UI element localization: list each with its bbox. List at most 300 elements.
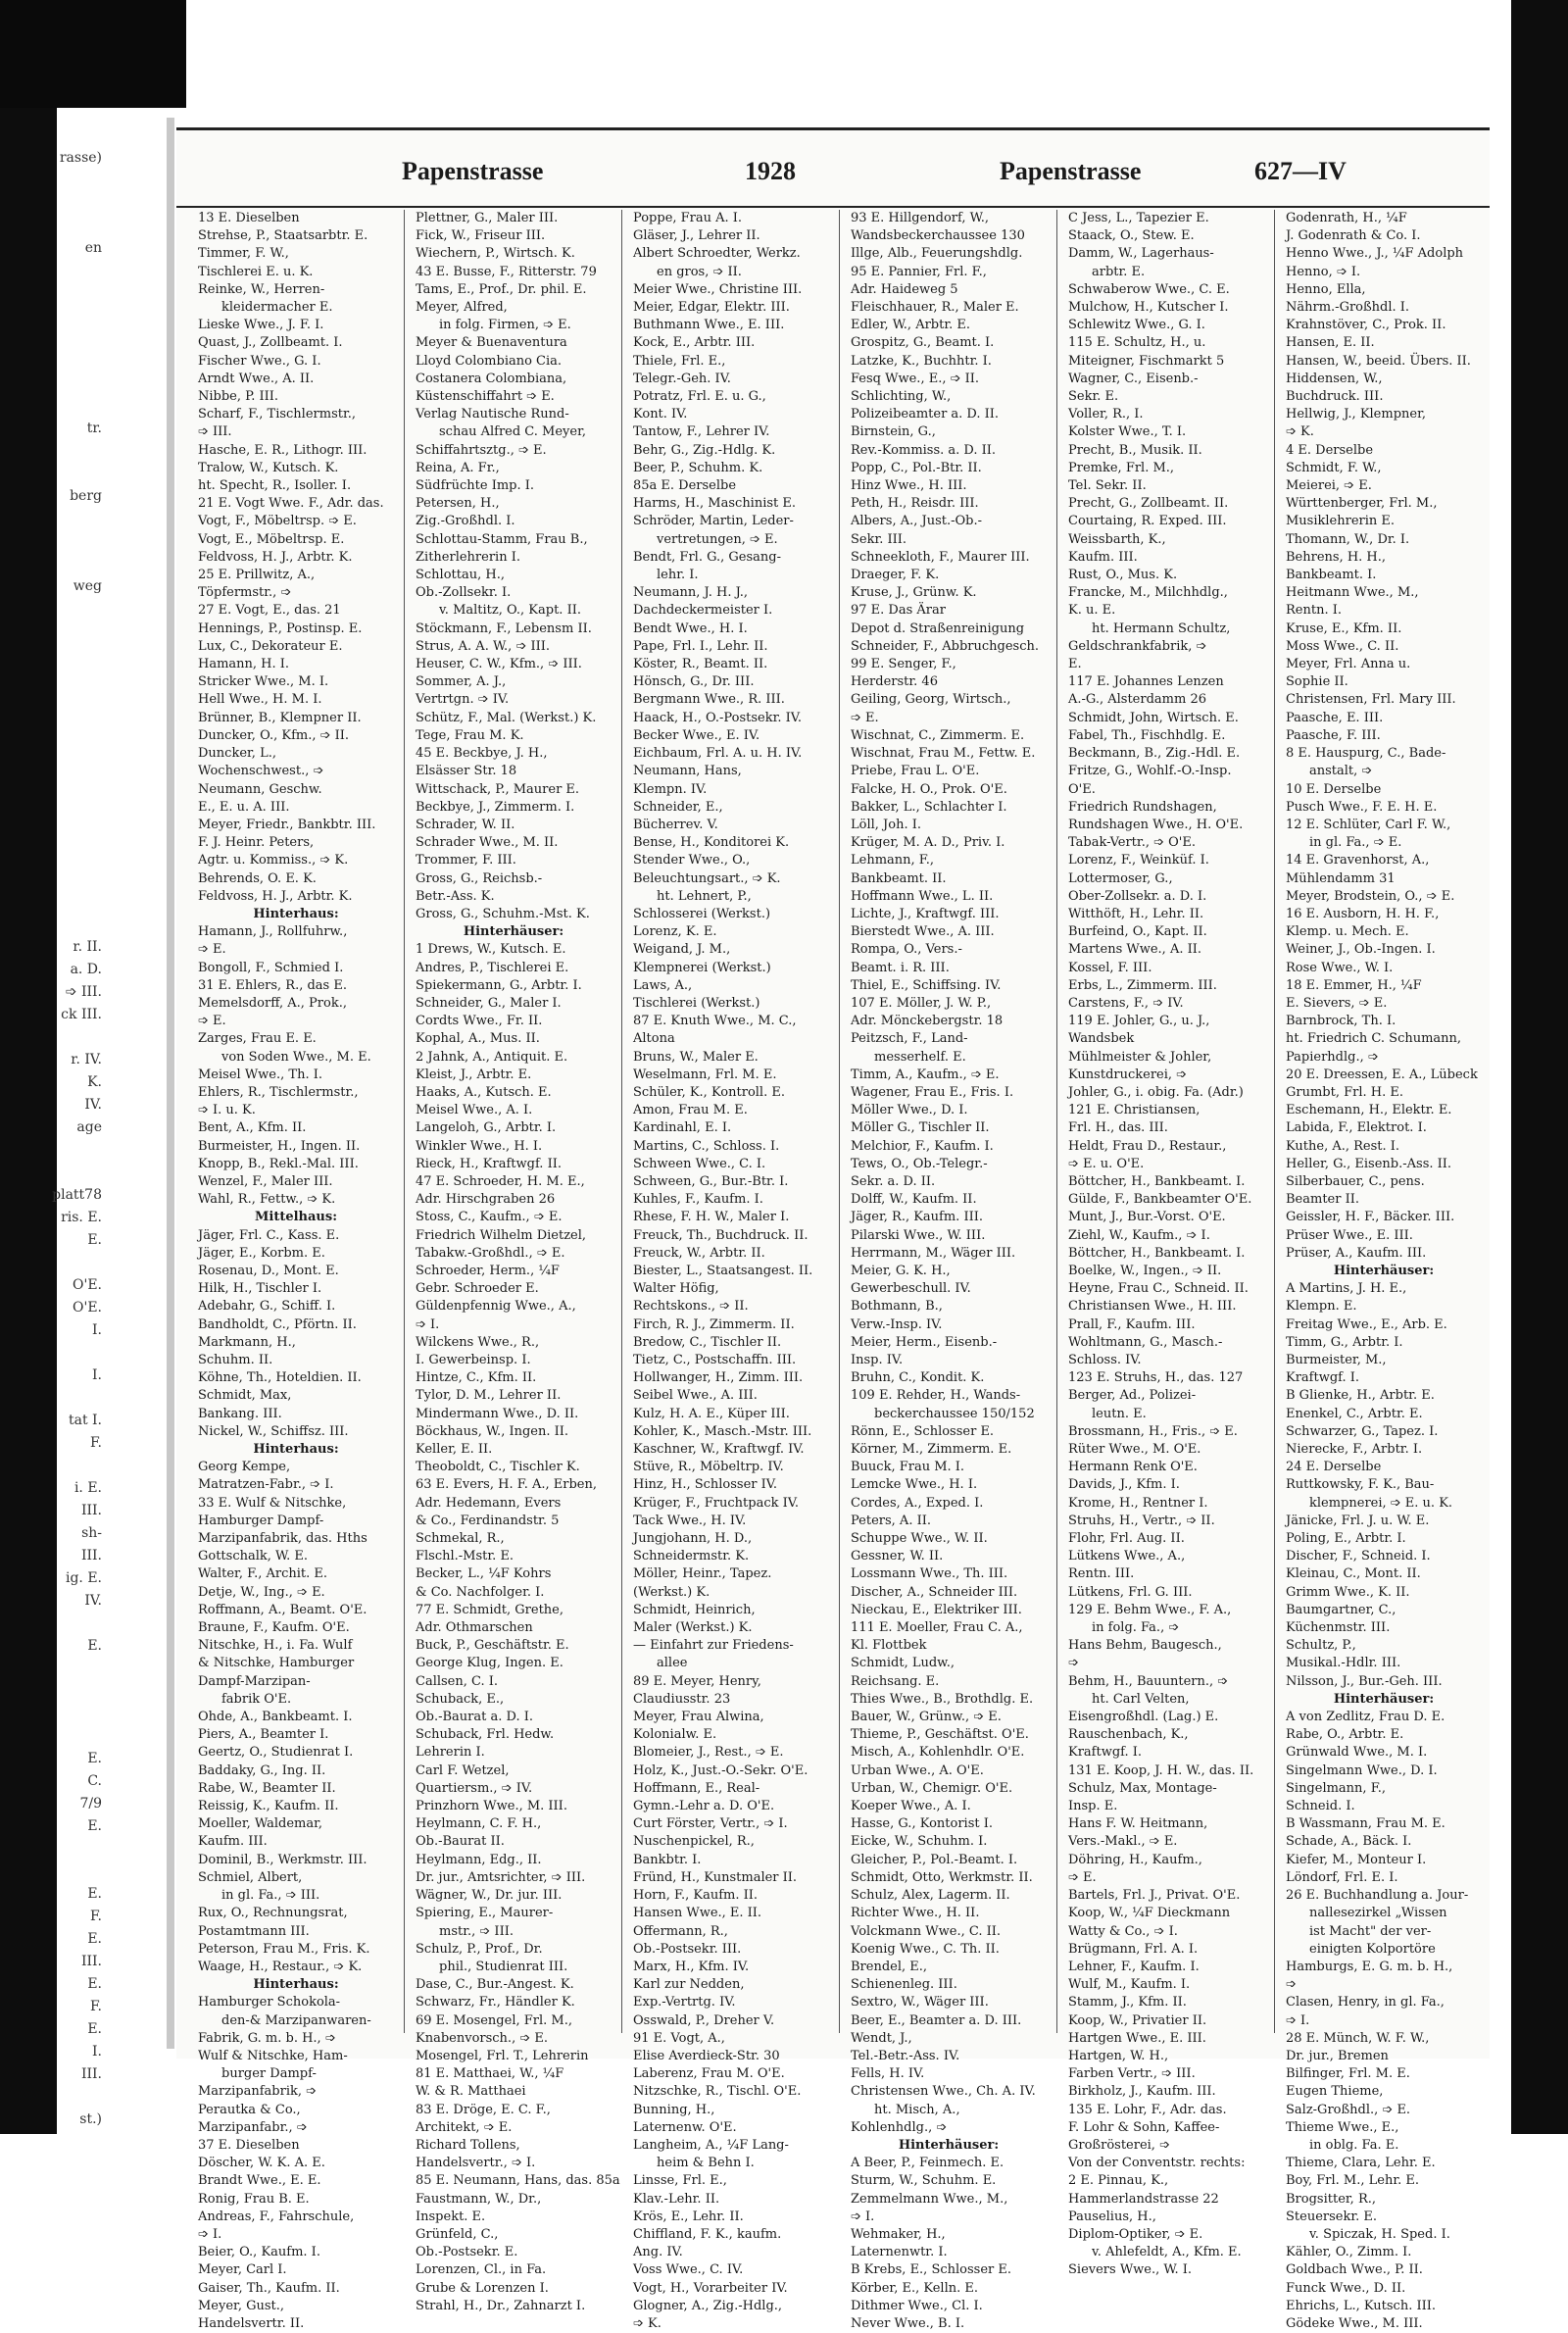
directory-entry: Adr. Hedemann, Evers (416, 1495, 562, 1511)
directory-entry: Lehmann, F., (851, 853, 935, 869)
directory-entry: Krahnstöver, C., Prok. II. (1286, 318, 1446, 333)
directory-entry: Meyer, Friedr., Bankbtr. III. (198, 817, 376, 832)
directory-entry: Grospitz, G., Beamt. I. (851, 335, 995, 351)
directory-entry: Bartels, Frl. J., Privat. O'E. (1068, 1888, 1241, 1904)
directory-entry: Holz, K., Just.-O.-Sekr. O'E. (633, 1762, 808, 1778)
directory-entry: Braune, F., Kaufm. O'E. (198, 1620, 350, 1636)
directory-entry: Freuck, W., Arbtr. II. (633, 1245, 765, 1261)
directory-entry: Küstenschiffahrt ➩ E. (416, 389, 555, 405)
directory-entry: Karl zur Nedden, (633, 1977, 745, 1993)
directory-entry: Bücherrev. V. (633, 817, 718, 832)
directory-entry: Rundshagen Wwe., H. O'E. (1068, 817, 1244, 832)
directory-entry: Amon, Frau M. E. (633, 1103, 748, 1118)
directory-entry: Walter Höfig, (633, 1281, 719, 1297)
directory-entry: Feldvoss, H. J., Arbtr. K. (198, 549, 353, 565)
directory-entry: Geissler, H. F., Bäcker. III. (1286, 1210, 1455, 1225)
directory-entry: Löll, Joh. I. (851, 817, 921, 832)
directory-entry: Telegr.-Geh. IV. (633, 371, 731, 386)
directory-entry: Ob.-Baurat a. D. I. (416, 1710, 534, 1725)
directory-entry: 16 E. Ausborn, H. H. F., (1286, 906, 1440, 921)
prev-page-line: tat I. (68, 1413, 102, 1428)
directory-entry: Urban, W., Chemigr. O'E. (851, 1780, 1013, 1796)
directory-entry: ➩ E. (198, 942, 226, 958)
directory-entry: Klav.-Lehr. II. (633, 2191, 720, 2207)
prev-page-line (0, 440, 108, 463)
directory-entry: Martens Wwe., A. II. (1068, 942, 1202, 958)
directory-entry: ➩ I. u. K. (198, 1103, 256, 1118)
directory-entry: Jäger, Frl. C., Kass. E. (198, 1227, 340, 1243)
directory-entry: Winkler Wwe., H. I. (416, 1138, 543, 1154)
directory-entry: Detje, W., Ing., ➩ E. (198, 1584, 325, 1600)
directory-entry: Schultz, P., (1286, 1638, 1356, 1654)
directory-entry: Enenkel, C., Arbtr. E. (1286, 1406, 1423, 1421)
top-rule (176, 127, 1490, 130)
directory-entry: Musiklehrerin E. (1286, 514, 1396, 529)
prev-page-line: ig. E. (65, 1570, 102, 1586)
directory-entry: Kohler, K., Masch.-Mstr. III. (633, 1423, 812, 1439)
directory-entry: Jänicke, Frl. J. u. W. E. (1286, 1513, 1430, 1528)
directory-entry: Gödeke Wwe., M. III. (1286, 2315, 1423, 2331)
directory-entry: 123 E. Struhs, H., das. 127 (1068, 1370, 1244, 1386)
directory-entry: Schmekal, R., (416, 1531, 505, 1547)
directory-entry: Kleist, J., Arbtr. E. (416, 1067, 532, 1082)
directory-entry: Haack, H., O.-Postsekr. IV. (633, 710, 803, 725)
directory-entry: Reissig, K., Kaufm. II. (198, 1799, 339, 1814)
prev-page-line: I. (92, 1367, 102, 1383)
directory-entry: 45 E. Beckbye, J. H., (416, 746, 548, 762)
header-rule (176, 206, 1490, 208)
directory-entry: A Martins, J. H. E., (1286, 1281, 1407, 1297)
directory-entry: Nährm.-Großhdl. I. (1286, 300, 1410, 316)
directory-entry: Elsässer Str. 18 (416, 764, 517, 779)
directory-entry: Kossel, F. III. (1068, 960, 1152, 975)
directory-entry: Callsen, C. I. (416, 1673, 499, 1689)
directory-entry: Südfrüchte Imp. I. (416, 478, 535, 494)
directory-entry: Theoboldt, C., Tischler K. (416, 1460, 580, 1475)
directory-entry: Tischlerei E. u. K. (198, 264, 314, 279)
prev-page-line (0, 823, 108, 846)
directory-entry: Mosengel, Frl. T., Lehrerin (416, 2048, 589, 2063)
directory-entry: Schmidt, John, Wirtsch. E. (1068, 710, 1239, 725)
directory-entry: Hell Wwe., H. M. I. (198, 692, 322, 708)
directory-entry: Hinterhäuser: (898, 2137, 1000, 2153)
directory-entry: Wägner, W., Dr. jur. III. (416, 1888, 563, 1904)
directory-entry: E. Sievers, ➩ E. (1286, 995, 1388, 1011)
directory-entry: Schienenleg. III. (851, 1977, 957, 1993)
directory-entry: Wischnat, Frau M., Fettw. E. (851, 746, 1036, 762)
directory-entry: Gaiser, Th., Kaufm. II. (198, 2280, 340, 2296)
prev-page-line (0, 1342, 108, 1365)
directory-entry: Blomeier, J., Rest., ➩ E. (633, 1745, 784, 1761)
directory-entry: W. & R. Matthaei (416, 2084, 526, 2100)
directory-entry: Sekr. a. D. II. (851, 1173, 936, 1189)
directory-entry: Kl. Flottbek (851, 1638, 927, 1654)
directory-entry: Polizeibeamter a. D. II. (851, 407, 1000, 422)
directory-entry: Godenrath, H., ¼F (1286, 211, 1407, 225)
prev-page-line: ris. E. (61, 1210, 102, 1225)
directory-entry: Herrmann, M., Wäger III. (851, 1245, 1016, 1261)
prev-page-line: age (76, 1119, 102, 1135)
directory-entry: Reina, A. Fr., (416, 460, 500, 475)
directory-entry: Böttcher, H., Bankbeamt. I. (1068, 1173, 1246, 1189)
directory-entry: O'E. (1068, 781, 1096, 797)
directory-entry: 31 E. Ehlers, R., das E. (198, 977, 347, 993)
directory-entry: Kleinau, C., Mont. II. (1286, 1566, 1421, 1582)
directory-entry: Thieme, Clara, Lehr. E. (1286, 2156, 1436, 2171)
directory-entry: klempnerei, ➩ E. u. K. (1309, 1495, 1453, 1511)
directory-entry: Bendt Wwe., H. I. (633, 620, 748, 636)
directory-entry: Schlosserei (Werkst.) (633, 906, 771, 921)
directory-entry: 13 E. Dieselben (198, 211, 300, 225)
directory-entry: Wohltmann, G., Masch.- (1068, 1334, 1223, 1350)
directory-entry: A Beer, P., Feinmech. E. (851, 2156, 1004, 2171)
directory-entry: Pusch Wwe., F. E. H. E. (1286, 799, 1438, 815)
directory-entry: 8 E. Hauspurg, C., Bade- (1286, 746, 1446, 762)
directory-entry: Biester, L., Staatsangest. II. (633, 1263, 813, 1278)
directory-entry: anstalt, ➩ (1309, 764, 1373, 779)
directory-entry: Never Wwe., B. I. (851, 2315, 965, 2331)
directory-entry: Tietz, C., Postschaffn. III. (633, 1353, 797, 1367)
directory-entry: Schlichting, W., (851, 389, 952, 405)
directory-entry: Flschl.-Mstr. E. (416, 1549, 514, 1564)
directory-entry: Großrösterei, ➩ (1068, 2137, 1170, 2153)
prev-page-line: st.) (79, 2111, 102, 2127)
directory-entry: Meier Wwe., Christine III. (633, 281, 803, 297)
directory-entry: Rev.-Kommiss. a. D. II. (851, 442, 997, 458)
directory-entry: Wiechern, P., Wirtsch. K. (416, 246, 575, 262)
directory-entry: Laws, A., (633, 977, 693, 993)
directory-entry: Meier, Herm., Eisenb.- (851, 1334, 998, 1350)
directory-entry: in gl. Fa., ➩ III. (221, 1888, 320, 1904)
directory-entry: Heldt, Frau D., Restaur., (1068, 1138, 1227, 1154)
directory-entry: Beleuchtungsart., ➩ K. (633, 870, 781, 886)
directory-entry: Rust, O., Mus. K. (1068, 568, 1178, 583)
directory-entry: Wehmaker, H., (851, 2226, 946, 2242)
directory-entry: Weissbarth, K., (1068, 531, 1166, 547)
directory-entry: Beier, O., Kaufm. I. (198, 2245, 320, 2260)
directory-entry: Thiele, Frl. E., (633, 353, 726, 369)
directory-entry: B Wassmann, Frau M. E. (1286, 1816, 1446, 1832)
directory-entry: E., E. u. A. III. (198, 799, 290, 815)
directory-entry: Frl. H., das. III. (1068, 1120, 1168, 1136)
directory-entry: Fleischhauer, R., Maler E. (851, 300, 1019, 316)
directory-entry: 2 E. Pinnau, K., (1068, 2173, 1169, 2189)
directory-entry: Keller, E. II. (416, 1442, 493, 1458)
prev-page-line: III. (80, 1503, 102, 1518)
directory-entry: Voss Wwe., C. IV. (633, 2262, 744, 2278)
prev-page-line: E. (87, 1232, 102, 1248)
directory-entry: Vogt, E., Möbeltrsp. E. (198, 531, 345, 547)
directory-entry: Insp. E. (1068, 1799, 1118, 1814)
directory-entry: Lux, C., Dekorateur E. (198, 638, 343, 654)
directory-entry: Lorenzen, Cl., in Fa. (416, 2262, 547, 2278)
directory-entry: Munt, J., Bur.-Vorst. O'E. (1068, 1210, 1226, 1225)
directory-entry: Timmer, F. W., (198, 246, 289, 262)
directory-entry: Fesq Wwe., E., ➩ II. (851, 371, 980, 386)
directory-entry: Gross, G., Reichsb.- (416, 870, 543, 886)
directory-entry: allee (657, 1656, 688, 1671)
directory-entry: Beckbye, J., Zimmerm. I. (416, 799, 575, 815)
directory-entry: Rose Wwe., W. I. (1286, 960, 1394, 975)
directory-entry: Thies Wwe., B., Brothdlg. E. (851, 1691, 1034, 1707)
directory-entry: Quast, J., Zollbeamt. I. (198, 335, 343, 351)
directory-entry: Berger, Ad., Polizei- (1068, 1388, 1197, 1404)
directory-entry: Schneider, E., (633, 799, 723, 815)
directory-entry: 115 E. Schultz, H., u. (1068, 335, 1206, 351)
directory-entry: K. u. E. (1068, 603, 1116, 619)
directory-entry: Schuback, E., (416, 1691, 505, 1707)
directory-entry: in oblg. Fa. E. (1309, 2137, 1399, 2153)
directory-entry: Becker, L., ¼F Kohrs (416, 1566, 552, 1582)
directory-entry: v. Ahlefeldt, A., Kfm. E. (1092, 2245, 1242, 2260)
directory-entry: 28 E. Münch, W. F. W., (1286, 2030, 1430, 2046)
directory-entry: 117 E. Johannes Lenzen (1068, 674, 1224, 690)
directory-entry: Birkholz, J., Kaufm. III. (1068, 2084, 1216, 2100)
directory-entry: Lloyd Colombiano Cia. (416, 353, 563, 369)
prev-page-line: I. (92, 2044, 102, 2060)
directory-entry: Schmidt, Otto, Werkmstr. II. (851, 1869, 1033, 1885)
directory-entry: Schneider, G., Maler I. (416, 995, 562, 1011)
directory-entry: Walter, F., Archit. E. (198, 1566, 328, 1582)
directory-entry: Hiddensen, W., (1286, 371, 1383, 386)
directory-entry: Fritze, G., Wohlf.-O.-Insp. (1068, 764, 1232, 779)
directory-entry: Bakker, L., Schlachter I. (851, 799, 1007, 815)
directory-entry: Beckmann, B., Zig.-Hdl. E. (1068, 746, 1241, 762)
directory-entry: Boelke, W., Ingen., ➩ II. (1068, 1263, 1222, 1278)
directory-column-2 (414, 210, 620, 2313)
prev-page-line (0, 801, 108, 823)
directory-entry: 63 E. Evers, H. F. A., Erben, (416, 1477, 597, 1493)
directory-entry: Ronig, Frau B. E. (198, 2191, 310, 2207)
directory-entry: Laternenw. O'E. (633, 2119, 737, 2135)
directory-entry: Brügmann, Frl. A. I. (1068, 1941, 1199, 1957)
directory-entry: Hinz, H., Schlosser IV. (633, 1477, 778, 1493)
directory-entry: Schiffahrtsztg., ➩ E. (416, 442, 547, 458)
prev-page-line: O'E. (73, 1300, 102, 1315)
prev-page-line (0, 891, 108, 914)
directory-entry: Thieme, P., Geschäftst. O'E. (851, 1727, 1029, 1743)
directory-entry: mstr., ➩ III. (439, 1923, 514, 1939)
directory-entry: 93 E. Hillgendorf, W., (851, 211, 989, 225)
directory-entry: Langeloh, G., Arbtr. I. (416, 1120, 557, 1136)
directory-entry: Silberbauer, C., pens. (1286, 1173, 1425, 1189)
directory-entry: Bense, H., Konditorei K. (633, 835, 790, 851)
directory-entry: Carstens, F., ➩ IV. (1068, 995, 1184, 1011)
directory-entry: Vertrtgn. ➩ IV. (416, 692, 510, 708)
page-header (176, 157, 1490, 200)
directory-entry: Lorenz, K. E. (633, 924, 717, 940)
directory-entry: Premke, Frl. M., (1068, 460, 1175, 475)
directory-entry: Barnbrock, Th. I. (1286, 1014, 1396, 1029)
directory-entry: Koop, W., ¼F Dieckmann (1068, 1906, 1231, 1921)
directory-entry: Markmann, H., (198, 1334, 296, 1350)
prev-page-line (0, 914, 108, 936)
directory-entry: Singelmann Wwe., D. I. (1286, 1762, 1438, 1778)
directory-entry: Brandt Wwe., E. E. (198, 2173, 321, 2189)
directory-entry: Gülde, F., Bankbeamter O'E. (1068, 1192, 1252, 1208)
directory-entry: Rechtskons., ➩ II. (633, 1299, 749, 1315)
directory-entry: 12 E. Schlüter, Carl F. W., (1286, 817, 1451, 832)
prev-page-line (0, 756, 108, 778)
directory-column-5 (1066, 210, 1264, 2278)
directory-entry: Costanera Colombiana, (416, 371, 567, 386)
directory-entry: Kaufm. III. (198, 1834, 268, 1850)
directory-entry: 91 E. Vogt, A., (633, 2030, 725, 2046)
column-divider (621, 210, 622, 2033)
directory-entry: Hermann Renk O'E. (1068, 1460, 1198, 1475)
directory-entry: Witthöft, H., Lehr. II. (1068, 906, 1204, 921)
directory-entry: Agtr. u. Kommiss., ➩ K. (198, 853, 349, 869)
directory-entry: Koeper Wwe., A. I. (851, 1799, 971, 1814)
directory-entry: Hinterhaus: (253, 1977, 339, 1993)
directory-entry: Hansen, E. II. (1286, 335, 1375, 351)
prev-page-line: tr. (86, 421, 102, 436)
directory-entry: F. Lohr & Sohn, Kaffee- (1068, 2119, 1220, 2135)
directory-entry: Schröder, Martin, Leder- (633, 514, 794, 529)
directory-entry: von Soden Wwe., M. E. (221, 1049, 371, 1065)
directory-entry: Spiekermann, G., Arbtr. I. (416, 977, 582, 993)
directory-entry: en gros, ➩ II. (657, 264, 742, 279)
directory-entry: Petersen, H., (416, 496, 500, 512)
directory-entry: Gessner, W. II. (851, 1549, 944, 1564)
prev-page-line: a. D. (70, 962, 102, 977)
directory-entry: Harms, H., Maschinist E. (633, 496, 797, 512)
directory-entry: 69 E. Mosengel, Frl. M., (416, 2012, 572, 2028)
directory-entry: nallesezirkel „Wissen (1309, 1906, 1447, 1921)
directory-entry: Stamm, J., Kfm. II. (1068, 1995, 1187, 2010)
directory-entry: Thieme Wwe., E., (1286, 2119, 1399, 2135)
directory-entry: Lorenz, F., Weinküf. I. (1068, 853, 1209, 869)
directory-entry: Bredow, C., Tischler II. (633, 1334, 782, 1350)
prev-page-line: E. (87, 1886, 102, 1902)
directory-entry: ➩ K. (1286, 424, 1314, 440)
directory-entry: 119 E. Johler, G., u. J., (1068, 1014, 1210, 1029)
directory-entry: Kunstdruckerei, ➩ (1068, 1067, 1188, 1082)
directory-entry: beckerchaussee 150/152 (874, 1406, 1035, 1421)
directory-entry: ➩ I. (416, 1316, 440, 1332)
prev-page-line: K. (87, 1074, 102, 1090)
street-heading-left: Papenstrasse (402, 157, 544, 185)
directory-entry: 26 E. Buchhandlung a. Jour- (1286, 1888, 1469, 1904)
directory-entry: Grube & Lorenzen I. (416, 2280, 549, 2296)
directory-entry: Klempnerei (Werkst.) (633, 960, 771, 975)
directory-entry: Wulf, M., Kaufm. I. (1068, 1977, 1191, 1993)
directory-entry: Eichbaum, Frl. A. u. H. IV. (633, 746, 803, 762)
directory-entry: Rentn. I. (1286, 603, 1342, 619)
directory-entry: Kähler, O., Zimm. I. (1286, 2245, 1412, 2260)
directory-entry: Bandholdt, C., Pförtn. II. (198, 1316, 357, 1332)
directory-entry: Schüler, K., Kontroll. E. (633, 1084, 785, 1100)
prev-page-line (0, 1139, 108, 1162)
directory-entry: Grünfeld, C., (416, 2226, 499, 2242)
directory-entry: Hinterhäuser: (463, 924, 564, 940)
directory-entry: Edler, W., Arbtr. E. (851, 318, 971, 333)
directory-entry: Timm, A., Kaufm., ➩ E. (851, 1067, 1000, 1082)
directory-entry: Meisel Wwe., Th. I. (198, 1067, 322, 1082)
directory-entry: Buchdruck. III. (1286, 389, 1384, 405)
prev-page-line: III. (80, 2066, 102, 2082)
directory-entry: Hilk, H., Tischler I. (198, 1281, 322, 1297)
directory-entry: Ehrichs, L., Kutsch. III. (1286, 2298, 1437, 2313)
directory-entry: Peterson, Frau M., Fris. K. (198, 1941, 370, 1957)
directory-entry: F. J. Heinr. Peters, (198, 835, 315, 851)
prev-page-line: III. (80, 1954, 102, 1969)
directory-entry: Thiel, E., Schiffsing. IV. (851, 977, 1002, 993)
directory-entry: Hansen, W., beeid. Übers. II. (1286, 353, 1471, 369)
directory-entry: 131 E. Koop, J. H. W., das. II. (1068, 1762, 1254, 1778)
directory-entry: Singelmann, F., (1286, 1780, 1386, 1796)
directory-entry: Ob.-Postsekr. III. (633, 1941, 742, 1957)
directory-entry: 107 E. Möller, J. W. P., (851, 995, 992, 1011)
directory-entry: Lossmann Wwe., Th. III. (851, 1566, 1008, 1582)
directory-entry: Wandsbeckerchaussee 130 (851, 228, 1025, 244)
prev-page-line: E. (87, 2021, 102, 2037)
directory-entry: Kuthe, A., Rest. I. (1286, 1138, 1400, 1154)
directory-entry: Knopp, B., Rekl.-Mal. III. (198, 1156, 359, 1171)
directory-entry: Beer, E., Beamter a. D. III. (851, 2012, 1022, 2028)
directory-entry: 83 E. Dröge, E. C. F., (416, 2102, 551, 2117)
directory-entry: Roffmann, A., Beamt. O'E. (198, 1602, 368, 1617)
directory-entry: Wagner, C., Eisenb.- (1068, 371, 1199, 386)
directory-entry: Sekr. E. (1068, 389, 1119, 405)
directory-entry: Kaschner, W., Kraftwgf. IV. (633, 1442, 805, 1458)
prev-page-line (0, 1658, 108, 1680)
directory-entry: Misch, A., Kohlenhdlr. O'E. (851, 1745, 1025, 1761)
page-gutter (167, 118, 174, 2049)
directory-entry: Dr. jur., Bremen (1286, 2048, 1389, 2063)
directory-entry: Bankbeamt. II. (851, 870, 947, 886)
directory-entry: 25 E. Prillwitz, A., (198, 568, 316, 583)
prev-page-line: F. (90, 1435, 102, 1451)
directory-entry: Mühlmeister & Johler, (1068, 1049, 1212, 1065)
directory-entry: Quartiersm., ➩ IV. (416, 1780, 533, 1796)
directory-entry: Lehner, F., Kaufm. I. (1068, 1959, 1200, 1974)
directory-entry: Schuppe Wwe., W. II. (851, 1531, 988, 1547)
directory-entry: Zemmelmann Wwe., M., (851, 2191, 1008, 2207)
directory-entry: Marzipanfabr., ➩ (198, 2119, 308, 2135)
directory-entry: Klemp. u. Mech. E. (1286, 924, 1409, 940)
directory-entry: Behrends, O. E. K. (198, 870, 317, 886)
street-heading-right: Papenstrasse (1000, 157, 1142, 185)
directory-entry: Heyne, Frau C., Schneid. II. (1068, 1281, 1249, 1297)
directory-entry: Geldschrankfabrik, ➩ (1068, 638, 1207, 654)
directory-entry: Eisengroßhdl. (Lag.) E. (1068, 1710, 1219, 1725)
directory-entry: Rabe, O., Arbtr. E. (1286, 1727, 1404, 1743)
directory-entry: J. Godenrath & Co. I. (1286, 228, 1421, 244)
directory-entry: 2 Jahnk, A., Antiquit. E. (416, 1049, 568, 1065)
directory-entry: messerhelf. E. (874, 1049, 966, 1065)
directory-entry: Tylor, D. M., Lehrer II. (416, 1388, 562, 1404)
directory-entry: Osswald, P., Dreher V. (633, 2012, 775, 2028)
directory-entry: 21 E. Vogt Wwe. F., Adr. das. (198, 496, 384, 512)
directory-entry: Neumann, Hans, (633, 764, 742, 779)
directory-entry: arbtr. E. (1092, 264, 1146, 279)
scan-border-right (1511, 0, 1568, 2134)
directory-entry: Stöckmann, F., Lebensm II. (416, 620, 592, 636)
directory-entry: Nitzschke, R., Tischl. O'E. (633, 2084, 802, 2100)
directory-entry: A.-G., Alsterdamm 26 (1068, 692, 1206, 708)
directory-entry: Stender Wwe., O., (633, 853, 751, 869)
column-divider (404, 210, 405, 2033)
directory-entry: Bauer, W., Grünw., ➩ E. (851, 1710, 1002, 1725)
directory-entry: 20 E. Dreessen, E. A., Lübeck (1286, 1067, 1478, 1082)
directory-entry: Kulz, H. A. E., Küper III. (633, 1406, 790, 1421)
directory-entry: Ob.-Baurat II. (416, 1834, 505, 1850)
directory-entry: 14 E. Gravenhorst, A., (1286, 853, 1430, 869)
directory-entry: ➩ I. (1286, 2012, 1310, 2028)
directory-entry: Rauschenbach, K., (1068, 1727, 1189, 1743)
directory-entry: Kont. IV. (633, 407, 688, 422)
